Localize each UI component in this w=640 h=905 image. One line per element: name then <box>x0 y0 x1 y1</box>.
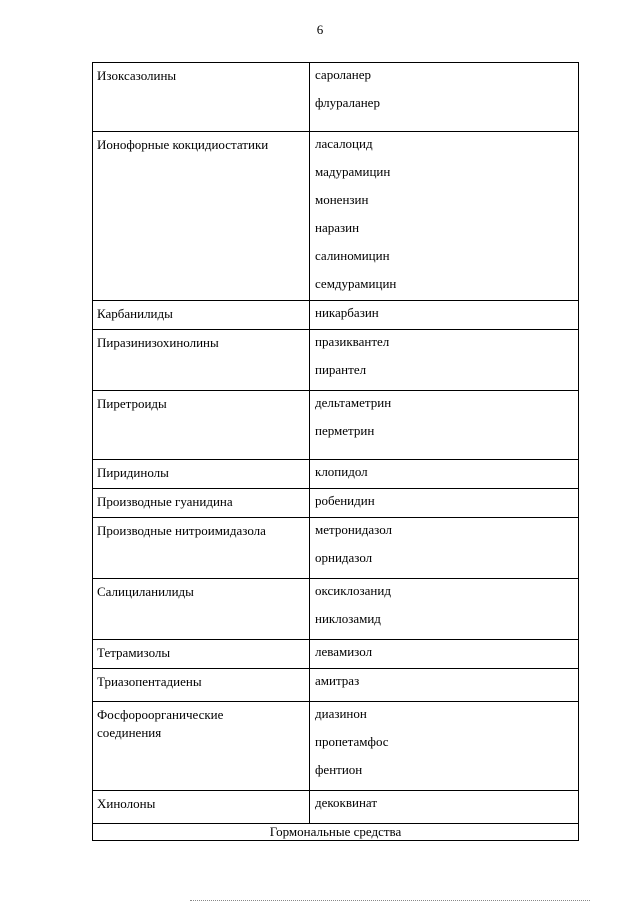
drug-name: левамизол <box>315 644 373 659</box>
table-row <box>93 489 579 518</box>
class-name: Пиразинизохинолины <box>97 335 219 350</box>
class-cell <box>93 460 310 489</box>
class-cell <box>93 791 310 824</box>
class-name: Изоксазолины <box>97 68 177 83</box>
class-name: Салициланилиды <box>97 584 194 599</box>
drug-name: оксиклозанид <box>315 583 391 598</box>
drug-name: семдурамицин <box>315 276 397 291</box>
drugs-cell <box>310 63 579 132</box>
drug-name: никарбазин <box>315 305 379 320</box>
class-cell <box>93 702 310 791</box>
drugs-cell <box>310 460 579 489</box>
table-row <box>93 791 579 824</box>
drug-name: диазинон <box>315 706 367 721</box>
class-name: Карбанилиды <box>97 306 173 321</box>
class-name: Хинолоны <box>97 796 156 811</box>
drug-name: празиквантел <box>315 334 390 349</box>
class-cell <box>93 301 310 330</box>
class-cell <box>93 579 310 640</box>
table-row <box>93 460 579 489</box>
drug-classification-table <box>92 62 579 841</box>
class-cell <box>93 330 310 391</box>
drugs-cell <box>310 579 579 640</box>
drugs-cell <box>310 301 579 330</box>
section-heading-row <box>93 824 579 841</box>
class-name: Пиридинолы <box>97 465 169 480</box>
drug-name: наразин <box>315 220 360 235</box>
drug-name: пропетамфос <box>315 734 389 749</box>
table-row <box>93 669 579 702</box>
table-row <box>93 518 579 579</box>
class-cell <box>93 391 310 460</box>
table-row <box>93 132 579 301</box>
table-row <box>93 702 579 791</box>
class-cell <box>93 669 310 702</box>
class-cell <box>93 63 310 132</box>
drug-name: орнидазол <box>315 550 373 565</box>
drug-name: декоквинат <box>315 795 378 810</box>
class-name: Ионофорные кокцидиостатики <box>97 137 269 152</box>
class-cell <box>93 518 310 579</box>
drugs-cell <box>310 518 579 579</box>
drug-name: флураланер <box>315 95 380 110</box>
drug-name: робенидин <box>315 493 375 508</box>
drug-name: никлозамид <box>315 611 381 626</box>
class-cell <box>93 132 310 301</box>
drug-name: клопидол <box>315 464 368 479</box>
class-cell <box>93 640 310 669</box>
class-name: Производные нитроимидазола <box>97 523 266 538</box>
drug-name: фентион <box>315 762 363 777</box>
drug-name: перметрин <box>315 423 375 438</box>
class-name: Триазопентадиены <box>97 674 202 689</box>
table-row <box>93 391 579 460</box>
table-row <box>93 579 579 640</box>
drug-name: мадурамицин <box>315 164 391 179</box>
class-name: Тетрамизолы <box>97 645 171 660</box>
drug-name: салиномицин <box>315 248 390 263</box>
drug-name: пирантел <box>315 362 367 377</box>
drugs-cell <box>310 330 579 391</box>
page-number: 6 <box>316 22 324 37</box>
class-cell <box>93 489 310 518</box>
scan-edge-line <box>190 900 590 901</box>
section-heading: Гормональные средства <box>93 824 579 841</box>
drug-name: сароланер <box>315 67 372 82</box>
drugs-cell <box>310 489 579 518</box>
drug-name: амитраз <box>315 673 360 688</box>
drugs-cell <box>310 791 579 824</box>
drugs-cell <box>310 132 579 301</box>
table-row <box>93 301 579 330</box>
drug-name: ласалоцид <box>315 136 373 151</box>
table-row <box>93 330 579 391</box>
drugs-cell <box>310 669 579 702</box>
drugs-cell <box>310 640 579 669</box>
drugs-cell <box>310 391 579 460</box>
class-name: Пиретроиды <box>97 396 167 411</box>
drug-name: дельтаметрин <box>315 395 392 410</box>
class-name: Фосфороорганические соединения <box>97 707 224 740</box>
drugs-cell <box>310 702 579 791</box>
drug-name: метронидазол <box>315 522 393 537</box>
class-name: Производные гуанидина <box>97 494 233 509</box>
table-row <box>93 63 579 132</box>
table-row <box>93 640 579 669</box>
drug-name: монензин <box>315 192 369 207</box>
